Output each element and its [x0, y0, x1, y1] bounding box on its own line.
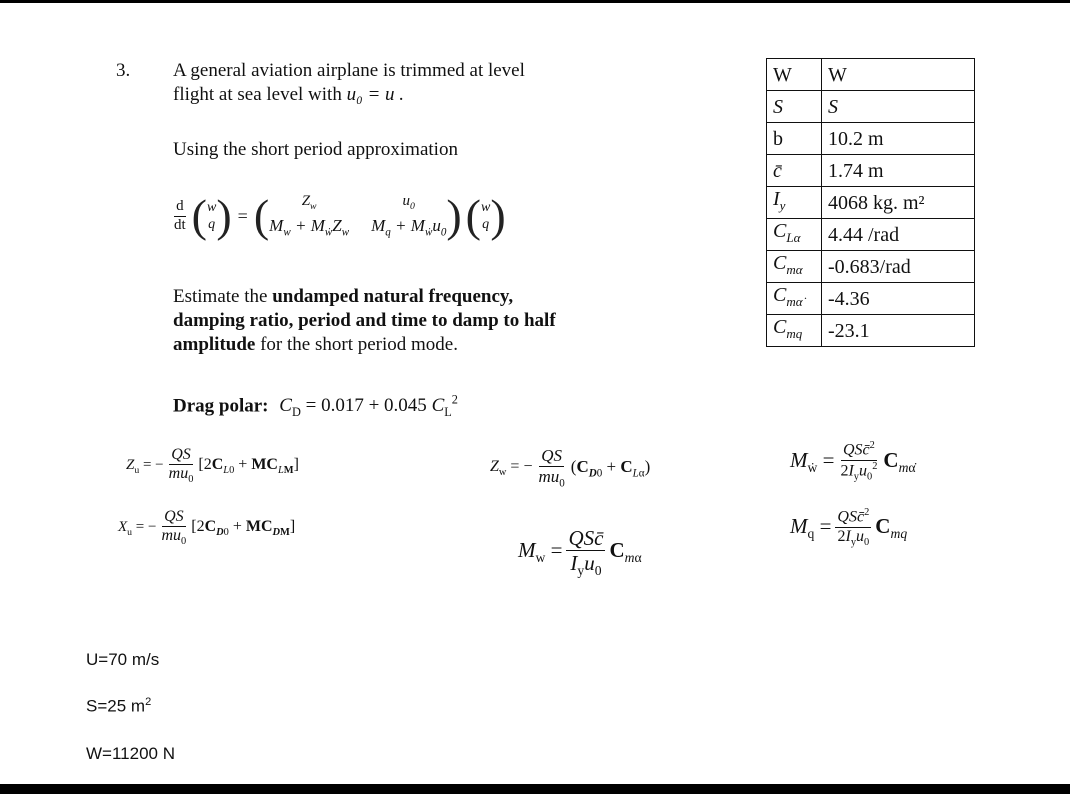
table-symbol: b: [767, 123, 822, 155]
drag-polar: Drag polar: $C_D = 0.017 + 0.045$ $C_L^2$: [173, 393, 458, 420]
intro-line-2: flight at sea level with u₀ = u .: [173, 84, 405, 105]
formula-zu: $Z_u$ = − $\frac{QS}{mu_0}$ $[2C_{L0} + MC_{LM}]$: [126, 446, 299, 486]
estimate-line-2: damping ratio, period and time to damp to half: [173, 310, 556, 331]
table-value: -4.36: [822, 283, 975, 315]
problem-number: 3.: [116, 60, 131, 81]
table-value: S: [822, 91, 975, 123]
given-s: S=25 $m^2$: [86, 696, 152, 716]
table-row: [767, 283, 975, 315]
intro-line-1: A general aviation airplane is trimmed at level: [173, 60, 525, 81]
table-row: [767, 315, 975, 347]
table-symbol: S: [767, 91, 822, 123]
intro-math: u₀ = u .: [346, 84, 405, 105]
table-symbol: $C_{m\alpha}$: [767, 251, 822, 283]
table-value: -23.1: [822, 315, 975, 347]
table-symbol: W: [767, 59, 822, 91]
given-u: U=70 m/s: [86, 650, 160, 669]
table-value: 4.44 /rad: [822, 219, 975, 251]
table-symbol: $I_y$: [767, 187, 822, 219]
formula-zw: $Z_w$ = − $\frac{QS}{mu_0}$ $(C_{D0} + C_{L\alpha})$: [490, 446, 651, 489]
table-row: [767, 155, 975, 187]
estimate-line-3: amplitude for the short period mode.: [173, 334, 458, 355]
table-value: 4068 kg. m²: [822, 187, 975, 219]
formula-xu: $X_u$ = − $\frac{QS}{mu_0}$ $[2C_{D0} + MC_{DM}]$: [118, 508, 296, 548]
table-symbol: $C_{mq}$: [767, 315, 822, 347]
table-row: [767, 219, 975, 251]
table-symbol: $C_{m\alphȧ}$: [767, 283, 822, 315]
top-border: [0, 0, 1070, 3]
given-w: W=11200 N: [86, 744, 175, 763]
parameter-table: [766, 58, 975, 347]
table-value: 10.2 m: [822, 123, 975, 155]
bottom-border: [0, 784, 1070, 794]
formula-mw: $M_w$ = $\frac{\text{QSc̄}}{I_yu_0}$ $C_{m\alpha}$: [518, 526, 642, 579]
table-symbol: $C_{L\alpha}$: [767, 219, 822, 251]
table-value: 1.74 m: [822, 155, 975, 187]
table-row: [767, 251, 975, 283]
table-symbol: c̄: [767, 155, 822, 187]
table-row: [767, 91, 975, 123]
formula-mq: $M_q$ = $\frac{QSc̄^2}{2I_yu_0}$ $C_{mq}$: [790, 507, 908, 548]
short-period-equation: $\frac{d}{dt}$ ( w q ) = ( $Z_w$ $u_0$ $M_w + M_ẇZ_w$ $M_q + M_ẇu_0$ ) ( w q ): [174, 190, 506, 241]
formula-mwdot: $M_ẇ$ = $\frac{QSc̄^2}{2I_yu_0^2}$ $C_{m\alphȧ}$: [790, 440, 916, 483]
estimate-line-1: Estimate the undamped natural frequency,: [173, 286, 514, 307]
table-row: [767, 187, 975, 219]
table-row: [767, 123, 975, 155]
approx-text: Using the short period approximation: [173, 139, 458, 160]
table-value: W: [822, 59, 975, 91]
table-value: -0.683/rad: [822, 251, 975, 283]
table-row: [767, 59, 975, 91]
